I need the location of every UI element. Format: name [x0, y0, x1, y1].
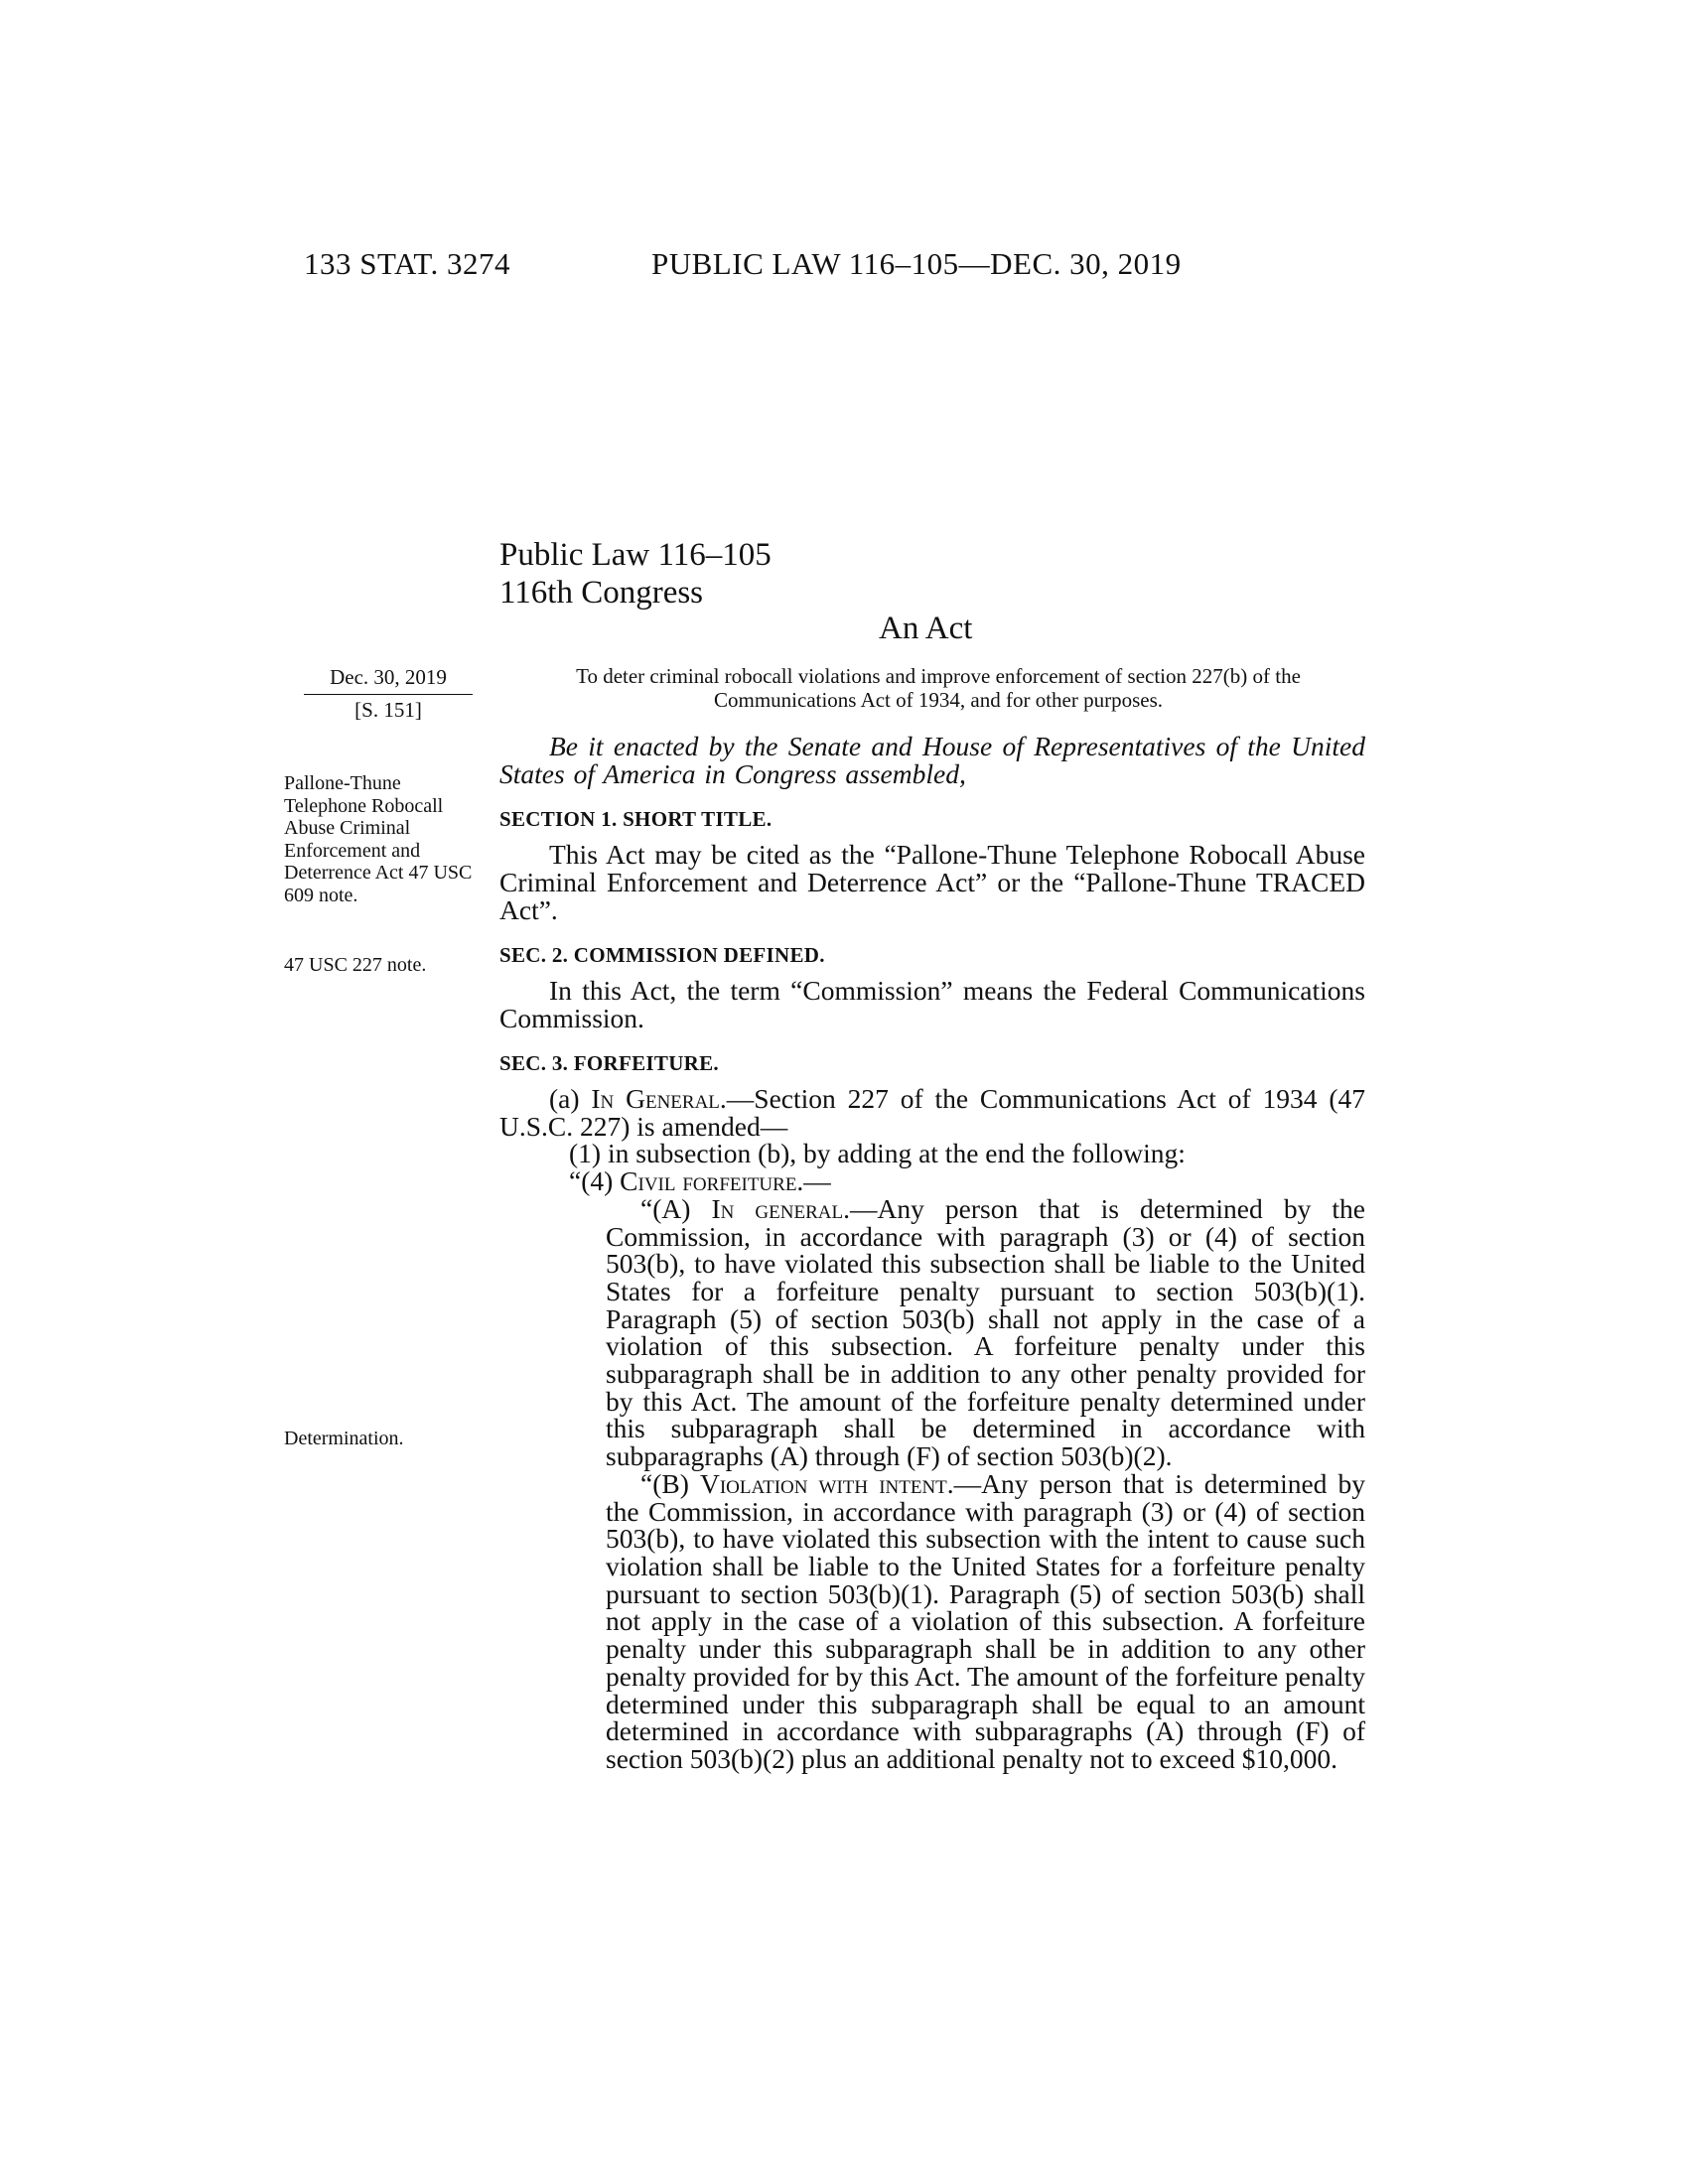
running-header: PUBLIC LAW 116–105—DEC. 30, 2019 [651, 246, 1182, 281]
margin-note-short-title: Pallone-Thune Telephone Robocall Abuse Criminal Enforcement and Deterrence Act 47 USC 609 note. [284, 772, 473, 906]
page-stat-citation: 133 STAT. 3274 [304, 246, 511, 281]
margin-bill-number: [S. 151] [354, 698, 422, 722]
congress-number: 116th Congress [499, 575, 704, 611]
margin-date: Dec. 30, 2019 [330, 665, 447, 689]
subsection-a-text: .—Section 227 of the Communications Act of 1934 (47 U.S.C. 227) is amended— [499, 1083, 1365, 1142]
subparagraph-a [499, 1192, 1365, 1472]
section-2-text: In this Act, the term “Commission” means the Federal Communications Commission. [499, 974, 1365, 1033]
section-1-text: This Act may be cited as the “Pallone-Thune Telephone Robocall Abuse Criminal Enforcement and Deterrence Act” or the “Pallone-Thune TRACED Act”. [499, 839, 1365, 925]
paragraph-4 [499, 1167, 1365, 1195]
subparagraph-a-text: .—Any person that is determined by the Commission, in accordance with paragraph (3) or (4) of section 503(b), to have violated this subsection shall be liable to the United States for a forfeiture penalty pursuant to section 503(b)(1). Paragraph (5) of section 503(b) shall not apply in the case of a violation of this subsection. A forfeiture penalty under this subparagraph shall be in addition to any other penalty provided for by this Act. The amount of the forfeiture penalty determined under this subparagraph shall be determined in accordance with subparagraphs (A) through (F) of section 503(b)(2). [606, 1192, 1365, 1472]
subsection-a [499, 1085, 1365, 1140]
paragraph-4-heading: Civil forfeiture [620, 1165, 797, 1197]
public-law-number: Public Law 116–105 [499, 537, 772, 573]
an-act-heading: An Act [879, 611, 973, 646]
subparagraph-b-heading: Violation with intent [699, 1467, 947, 1499]
paragraph-1: (1) in subsection (b), by adding at the end the following: [569, 1138, 1186, 1169]
margin-note-usc: 47 USC 227 note. [284, 954, 427, 976]
subparagraph-b-label: “(B) [640, 1467, 700, 1499]
subsection-a-label: (a) [549, 1083, 592, 1115]
section-3-heading: SEC. 3. FORFEITURE. [499, 1051, 719, 1076]
subparagraph-a-heading: In general [711, 1192, 844, 1224]
subparagraph-b-text: .—Any person that is determined by the Commission, in accordance with paragraph (3) or (4) of section 503(b), to have violated this subsection with the intent to cause such violation shall be liable to the United States for a forfeiture penalty pursuant to section 503(b)(1). Paragraph (5) of section 503(b) shall not apply in the case of a violation of this subsection. A forfeiture penalty under this subparagraph shall be in addition to any other penalty provided for by this Act. The amount of the forfeiture penalty determined under this subparagraph shall be equal to an amount determined in accordance with subparagraphs (A) through (F) of section 503(b)(2) plus an additional penalty not to exceed $10,000. [606, 1467, 1366, 1774]
section-2-heading: SEC. 2. COMMISSION DEFINED. [499, 943, 825, 968]
subparagraph-a-label: “(A) [640, 1192, 712, 1224]
paragraph-4-dash: .— [796, 1165, 831, 1197]
section-1-heading: SECTION 1. SHORT TITLE. [499, 807, 773, 832]
subsection-a-heading: In General [591, 1083, 720, 1115]
enacting-clause: Be it enacted by the Senate and House of Representatives of the United States of America in Congress assembled, [499, 731, 1365, 789]
act-purpose: To deter criminal robocall violations and improve enforcement of section 227(b) of the Communications Act of 1934, and for other purposes. [576, 664, 1301, 712]
subparagraph-b [499, 1467, 1366, 1774]
act-body [499, 733, 1365, 1773]
margin-divider [304, 694, 473, 695]
paragraph-4-label: “(4) [569, 1165, 621, 1197]
margin-note-determination: Determination. [284, 1428, 404, 1449]
